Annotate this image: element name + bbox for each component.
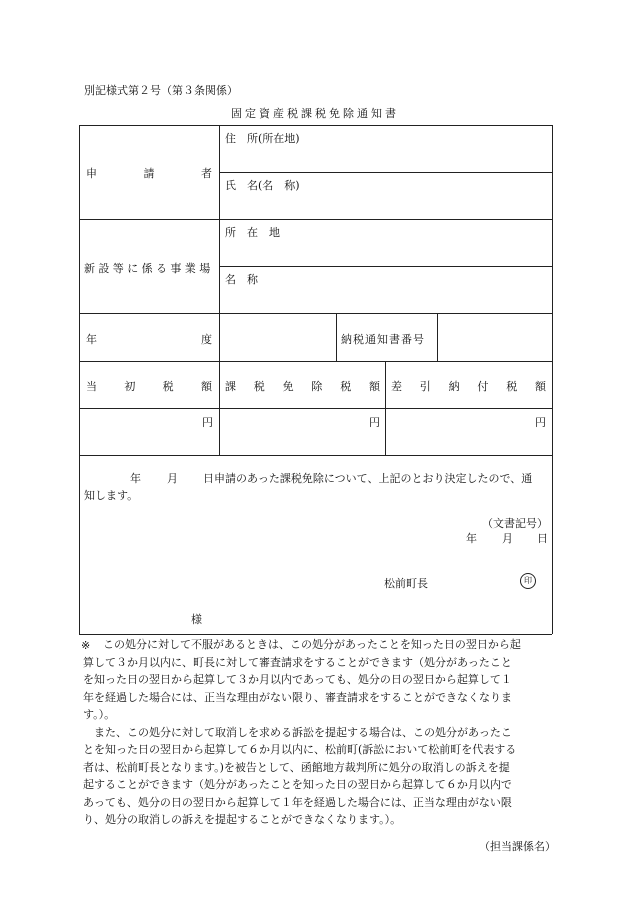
document-title: 固定資産税課税免除通知書 [231, 107, 399, 120]
exempt-tax-label: 課 税 免 除 税 額 [225, 380, 380, 393]
notice-para2-line: 起することができます（処分があったことを知った日の翌日から起算して６か月以内で [83, 778, 512, 791]
net-tax-yen: 円 [535, 416, 546, 429]
exempt-tax-yen: 円 [369, 416, 380, 429]
applicant-name-label: 氏 名(名 称) [225, 179, 300, 192]
notice-para2-line: また、この処分に対して取消しを求める訴訟を提起する場合は、この処分があったこ [94, 725, 512, 739]
tax-notice-number-label: 納税通知書番号 [341, 333, 425, 346]
applicant-address-label: 住 所(所在地) [225, 132, 300, 145]
decision-sentence-2: 知します。 [84, 489, 139, 502]
initial-tax-yen: 円 [202, 416, 213, 429]
notice-para1-line: この処分に対して不服があるときは、この処分があったことを知った日の翌日から起 [103, 638, 521, 651]
notice-mark: ※ [81, 639, 91, 652]
notice-para1-line: を知った日の翌日から起算して３か月以内であっても、処分の日の翌日から起算して１ [83, 673, 512, 686]
facility-location-label: 所 在 地 [225, 226, 280, 239]
initial-tax-label: 当 初 税 額 [86, 380, 212, 393]
facility-name-label: 名 称 [225, 273, 258, 286]
form-label: 別記様式第２号（第３条関係） [84, 84, 238, 97]
facility-header: 新設等に係る事業場 [84, 262, 214, 275]
decision-sentence-1: 日申請のあった課税免除について、上記のとおり決定したので、通 [203, 472, 533, 485]
seal-mark-icon: 印 [520, 573, 536, 589]
document-number-label: （文書記号） [482, 517, 548, 530]
notice-para1-line: 算して３か月以内に、町長に対して審査請求をすることができます（処分があったこと [83, 655, 512, 669]
issue-date-day: 日 [537, 532, 548, 545]
notice-para1-line: す。）。 [83, 708, 116, 721]
notice-para1-line: 年を経過した場合には、正当な理由がない限り、審査請求をすることができなくなりま [83, 690, 512, 704]
addressee-suffix: 様 [191, 613, 202, 626]
notice-para2-line: とを知った日の翌日から起算して６か月以内に、松前町(訴訟において松前町を代表する [83, 743, 517, 756]
notice-para2-line: あっても、処分の日の翌日から起算して１年を経過した場合には、正当な理由がない限 [83, 795, 512, 809]
decision-year: 年 [130, 472, 141, 485]
notice-para2-line: り、処分の取消しの訴えを提起することができなくなります。）。 [83, 813, 402, 826]
net-tax-label: 差 引 納 付 税 額 [391, 380, 546, 393]
decision-month: 月 [167, 472, 178, 485]
notice-para2-line: 者は、松前町長となります。)を被告として、函館地方裁判所に処分の取消しの訴えを提 [83, 760, 510, 774]
issue-date-month: 月 [502, 532, 513, 545]
applicant-header: 申 請 者 [86, 167, 212, 180]
issue-date-year: 年 [466, 532, 477, 545]
notice-block [83, 636, 553, 829]
fiscal-year-label: 年 度 [86, 333, 212, 346]
department-label: （担当課係名） [479, 840, 556, 853]
issuer-name: 松前町長 [384, 577, 428, 590]
